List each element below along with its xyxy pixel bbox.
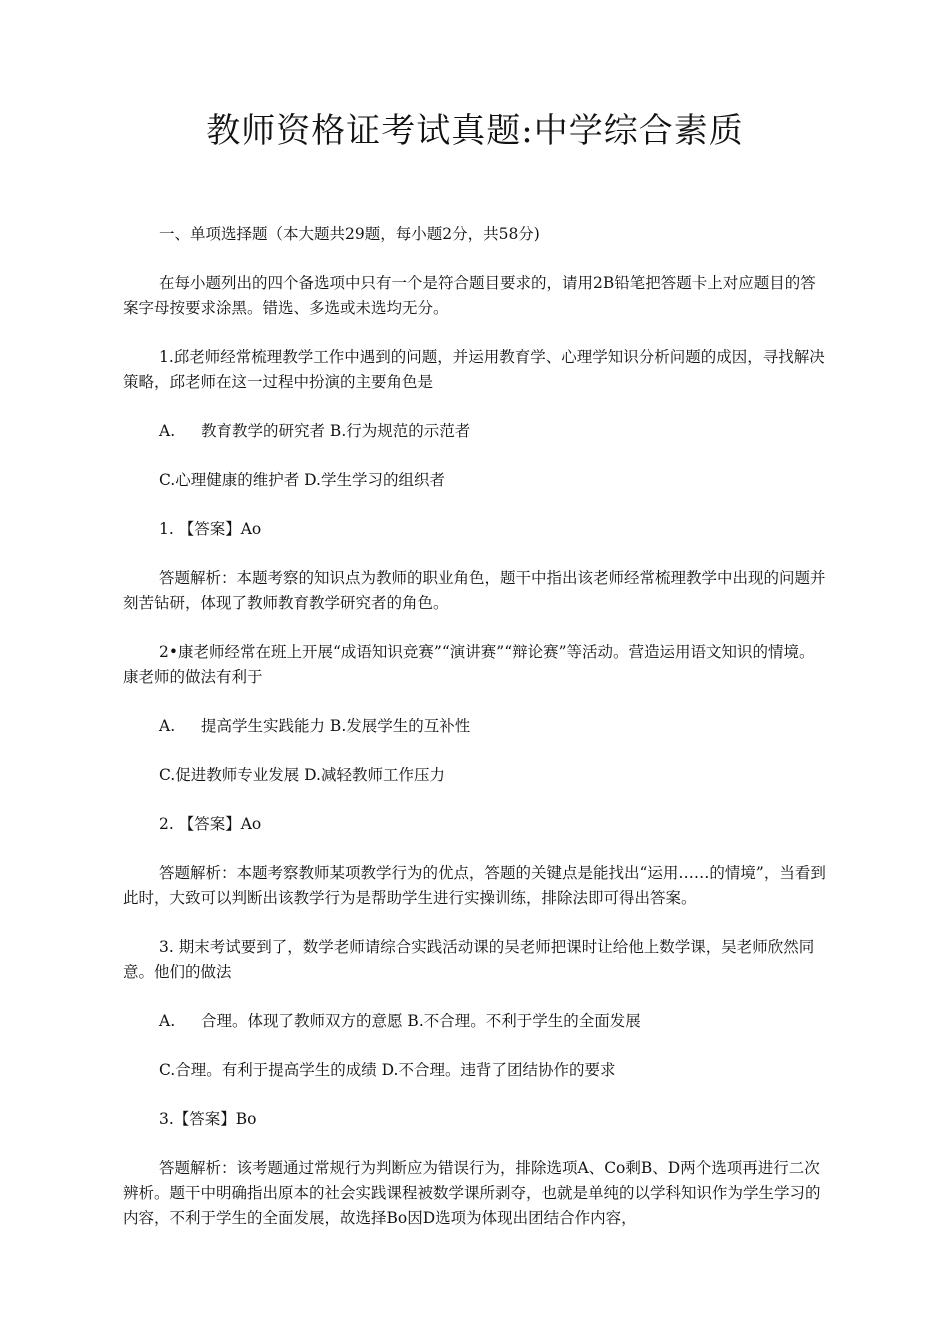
question-2-options-ab [123,714,828,739]
option-a-label: A. [159,1012,176,1030]
question-2-answer: 2. 【答案】Ao [159,815,262,833]
instructions: 在每小题列出的四个备选项中只有一个是符合题目要求的，请用2B铅笔把答题卡上对应题目的答案字母按要求涂黑。错选、多选或未选均无分。 [123,274,816,317]
question-3-answer: 3.【答案】Bo [159,1110,257,1128]
document-body [123,222,828,1255]
question-2-options-cd: C.促进教师专业发展 D.减轻教师工作压力 [159,766,445,784]
question-3-analysis: 答题解析：该考题通过常规行为判断应为错误行为，排除选项A、Co剩B、D两个选项再进行二次辨析。题干中明确指出原本的社会实践课程被数学课所剥夺，也就是单纯的以学科知识作为学生学习的内容，不利于学生的全面发展，故选择Bo因D选项为体现出团结合作内容， [123,1159,821,1227]
question-1-stem: 1.邱老师经常梳理教学工作中遇到的问题，并运用教育学、心理学知识分析问题的成因，寻找解决策略，邱老师在这一过程中扮演的主要角色是 [123,348,825,391]
option-a-label: A. [159,422,176,440]
section-heading: 一、单项选择题（本大题共29题，每小题2分，共58分) [159,225,540,243]
question-3-options-ab [123,1009,828,1034]
option-ab-text: 教育教学的研究者 B.行为规范的示范者 [201,422,471,440]
question-3-options-cd: C.合理。有利于提高学生的成绩 D.不合理。违背了团结协作的要求 [159,1061,616,1079]
question-1-answer: 1. 【答案】Ao [159,520,262,538]
question-1-options-ab [123,419,828,444]
option-a-label: A. [159,717,176,735]
question-2-stem: 2•康老师经常在班上开展“成语知识竞赛”“演讲赛”“辩论赛”等活动。营造运用语文知识的情境。康老师的做法有利于 [123,643,815,686]
document-title: 教师资格证考试真题:中学综合素质 [206,111,744,151]
question-3-stem: 3. 期末考试要到了，数学老师请综合实践活动课的吴老师把课时让给他上数学课，吴老师欣然同意。他们的做法 [123,938,815,981]
option-ab-text: 提高学生实践能力 B.发展学生的互补性 [201,717,471,735]
question-1-analysis: 答题解析：本题考察的知识点为教师的职业角色，题干中指出该老师经常梳理教学中出现的问题并刻苦钻研，体现了教师教育教学研究者的角色。 [123,569,826,612]
option-ab-text: 合理。体现了教师双方的意愿 B.不合理。不利于学生的全面发展 [201,1012,641,1030]
question-2-analysis: 答题解析：本题考察教师某项教学行为的优点，答题的关键点是能找出“运用……的情境”，当看到此时，大致可以判断出该教学行为是帮助学生进行实操训练，排除法即可得出答案。 [123,864,826,907]
question-1-options-cd: C.心理健康的维护者 D.学生学习的组织者 [159,471,445,489]
